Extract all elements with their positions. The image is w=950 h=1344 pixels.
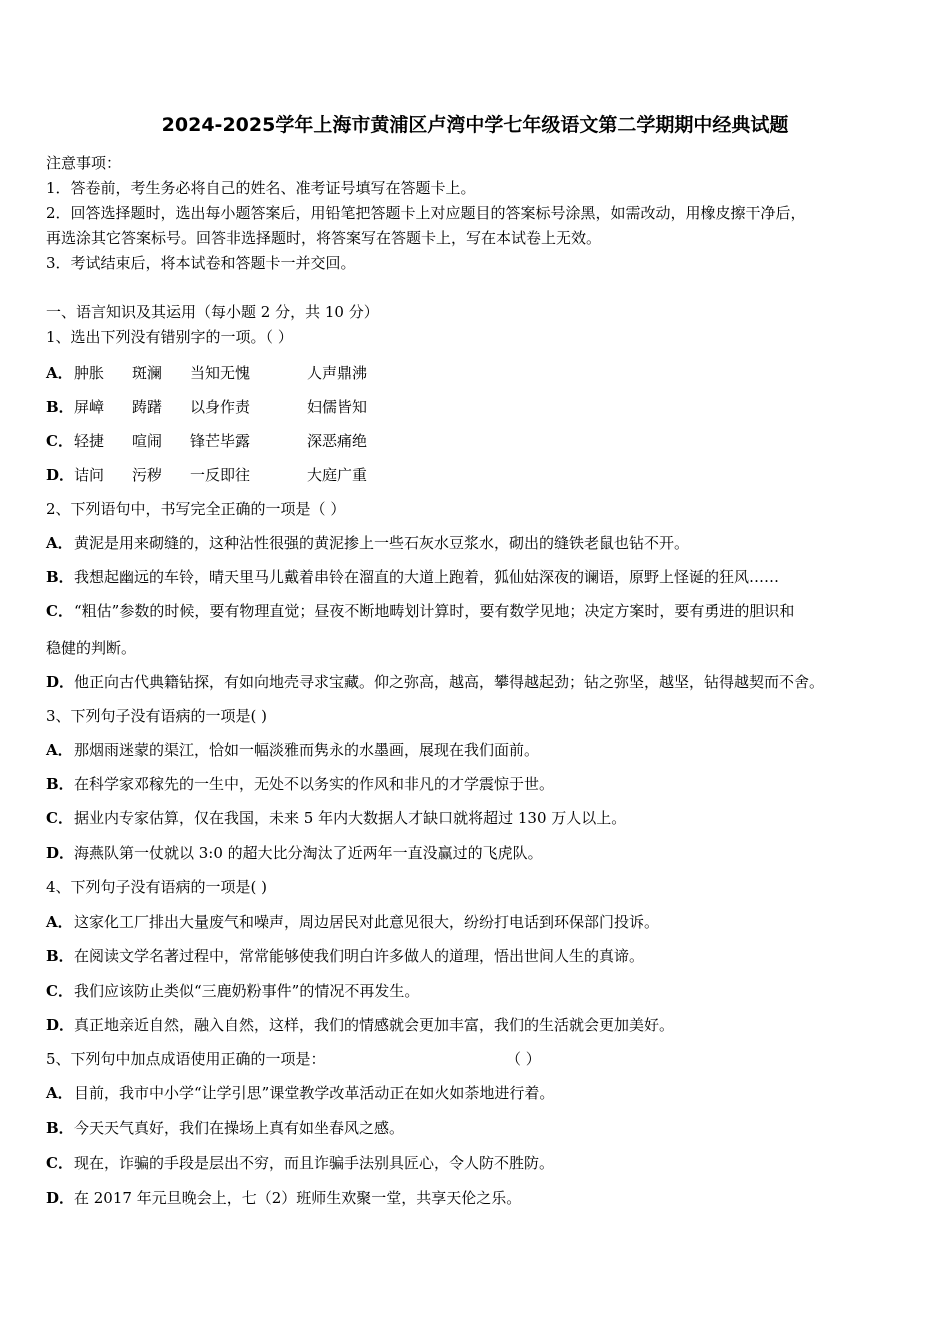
option-word: 以身作责 <box>190 398 251 416</box>
question-3-stem: 3、下列句子没有语病的一项是( ) <box>46 707 268 725</box>
question-1-option-a[interactable] <box>46 362 397 383</box>
question-5-option-b[interactable] <box>46 1117 404 1138</box>
option-word: 当知无愧 <box>190 364 251 382</box>
option-text: 现在，诈骗的手段是层出不穷，而且诈骗手法别具匠心，令人防不胜防。 <box>74 1154 555 1172</box>
option-text: 那烟雨迷蒙的渠江，恰如一幅淡雅而隽永的水墨画，展现在我们面前。 <box>74 741 540 759</box>
question-5-option-d[interactable] <box>46 1187 521 1208</box>
option-text: 黄泥是用来砌缝的，这种沾性很强的黄泥掺上一些石灰水豆浆水，砌出的缝铁老鼠也钻不开。 <box>74 534 690 552</box>
option-text: 稳健的判断。 <box>46 639 137 657</box>
notice-heading: 注意事项： <box>46 154 122 172</box>
question-1-option-b[interactable] <box>46 396 397 417</box>
option-label: B． <box>46 947 74 965</box>
option-text: “粗估”参数的时候，要有物理直觉；昼夜不断地畴划计算时，要有数学见地；决定方案时，要有勇进的胆识和 <box>74 602 795 620</box>
section-heading: 一、语言知识及其运用（每小题 2 分，共 10 分） <box>46 303 379 321</box>
option-word: 人声鼎沸 <box>307 364 368 382</box>
option-label: B． <box>46 775 74 793</box>
notice-item: 3．考试结束后，将本试卷和答题卡一并交回。 <box>46 254 356 272</box>
question-5-option-c[interactable] <box>46 1152 554 1173</box>
notice-item: 再选涂其它答案标号。回答非选择题时，将答案写在答题卡上，写在本试卷上无效。 <box>46 229 602 247</box>
option-word: 深恶痛绝 <box>307 432 368 450</box>
question-5-option-a[interactable] <box>46 1082 554 1103</box>
question-3-option-b[interactable] <box>46 773 554 794</box>
question-2-option-d[interactable] <box>46 671 824 692</box>
option-label: C． <box>46 1154 73 1172</box>
option-label: D． <box>46 1016 75 1034</box>
option-word: 喧闹 <box>132 432 163 450</box>
option-word: 妇儒皆知 <box>307 398 368 416</box>
option-label: B． <box>46 568 74 586</box>
question-3-option-d[interactable] <box>46 842 543 863</box>
option-label: A． <box>46 741 73 759</box>
question-4-stem: 4、下列句子没有语病的一项是( ) <box>46 878 268 896</box>
option-label: C． <box>46 602 73 620</box>
option-word: 屏嶂 <box>74 398 105 416</box>
option-label: A． <box>46 913 73 931</box>
question-4-option-d[interactable] <box>46 1014 674 1035</box>
option-label: D． <box>46 466 75 484</box>
option-word: 诘问 <box>74 466 105 484</box>
question-2-option-b[interactable] <box>46 566 779 587</box>
option-word: 大庭广重 <box>307 466 368 484</box>
option-label: D． <box>46 673 75 691</box>
question-5-stem <box>46 1048 541 1069</box>
question-1-stem: 1、选出下列没有错别字的一项。（ ） <box>46 328 293 346</box>
option-text: 他正向古代典籍钻探，有如向地壳寻求宝藏。仰之弥高，越高，攀得越起劲；钻之弥坚，越坚，钻得越契而不舍。 <box>74 673 825 691</box>
question-4-option-c[interactable] <box>46 980 419 1001</box>
option-word: 一反即往 <box>190 466 251 484</box>
option-word: 锋芒毕露 <box>190 432 251 450</box>
option-word: 斑澜 <box>132 364 163 382</box>
option-word: 轻捷 <box>74 432 105 450</box>
option-text: 据业内专家估算，仅在我国，未来 5 年内大数据人才缺口就将超过 130 万人以上。 <box>74 809 627 827</box>
question-4-option-b[interactable] <box>46 945 644 966</box>
option-label: C． <box>46 982 73 1000</box>
question-3-option-a[interactable] <box>46 739 539 760</box>
option-text: 这家化工厂排出大量废气和噪声，周边居民对此意见很大，纷纷打电话到环保部门投诉。 <box>74 913 660 931</box>
option-word: 肿胀 <box>74 364 105 382</box>
option-word: 踌躇 <box>132 398 163 416</box>
option-label: D． <box>46 844 75 862</box>
option-label: B． <box>46 1119 74 1137</box>
question-2-option-c-continued <box>46 637 136 658</box>
question-1-option-d[interactable] <box>46 464 397 485</box>
option-text: 我想起幽远的车铃，晴天里马儿戴着串铃在溜直的大道上跑着，狐仙姑深夜的谰语，原野上怪诞的狂风…… <box>74 568 780 586</box>
option-text: 在 2017 年元旦晚会上，七（2）班师生欢聚一堂，共享天伦之乐。 <box>74 1189 522 1207</box>
question-2-option-c[interactable] <box>46 600 794 621</box>
option-text: 海燕队第一仗就以 3:0 的超大比分淘汰了近两年一直没赢过的飞虎队。 <box>74 844 543 862</box>
page-title: 2024-2025学年上海市黄浦区卢湾中学七年级语文第二学期期中经典试题 <box>161 114 789 136</box>
question-1-option-c[interactable] <box>46 430 397 451</box>
answer-paren: （ ） <box>506 1050 541 1068</box>
question-5-text: 5、下列句中加点成语使用正确的一项是： <box>46 1050 326 1068</box>
option-word: 污秽 <box>132 466 163 484</box>
option-label: C． <box>46 809 73 827</box>
question-3-option-c[interactable] <box>46 807 626 828</box>
notice-item: 1．答卷前，考生务必将自己的姓名、准考证号填写在答题卡上。 <box>46 179 476 197</box>
option-text: 在科学家邓稼先的一生中，无处不以务实的作风和非凡的才学震惊于世。 <box>74 775 555 793</box>
option-text: 我们应该防止类似“三鹿奶粉事件”的情况不再发生。 <box>74 982 420 1000</box>
question-2-option-a[interactable] <box>46 532 689 553</box>
option-text: 今天天气真好，我们在操场上真有如坐春风之感。 <box>74 1119 405 1137</box>
option-label: D． <box>46 1189 75 1207</box>
option-label: B． <box>46 398 74 416</box>
option-text: 目前，我市中小学“让学引思”课堂教学改革活动正在如火如荼地进行着。 <box>74 1084 555 1102</box>
question-4-option-a[interactable] <box>46 911 659 932</box>
question-2-stem: 2、下列语句中，书写完全正确的一项是（ ） <box>46 500 346 518</box>
option-label: A． <box>46 534 73 552</box>
notice-item: 2．回答选择题时，选出每小题答案后，用铅笔把答题卡上对应题目的答案标号涂黑，如需改动，用橡皮擦干净后， <box>46 204 806 222</box>
option-label: A． <box>46 1084 73 1102</box>
option-label: C． <box>46 432 73 450</box>
option-text: 真正地亲近自然，融入自然，这样，我们的情感就会更加丰富，我们的生活就会更加美好。 <box>74 1016 675 1034</box>
option-text: 在阅读文学名著过程中，常常能够使我们明白许多做人的道理，悟出世间人生的真谛。 <box>74 947 645 965</box>
option-label: A． <box>46 364 73 382</box>
